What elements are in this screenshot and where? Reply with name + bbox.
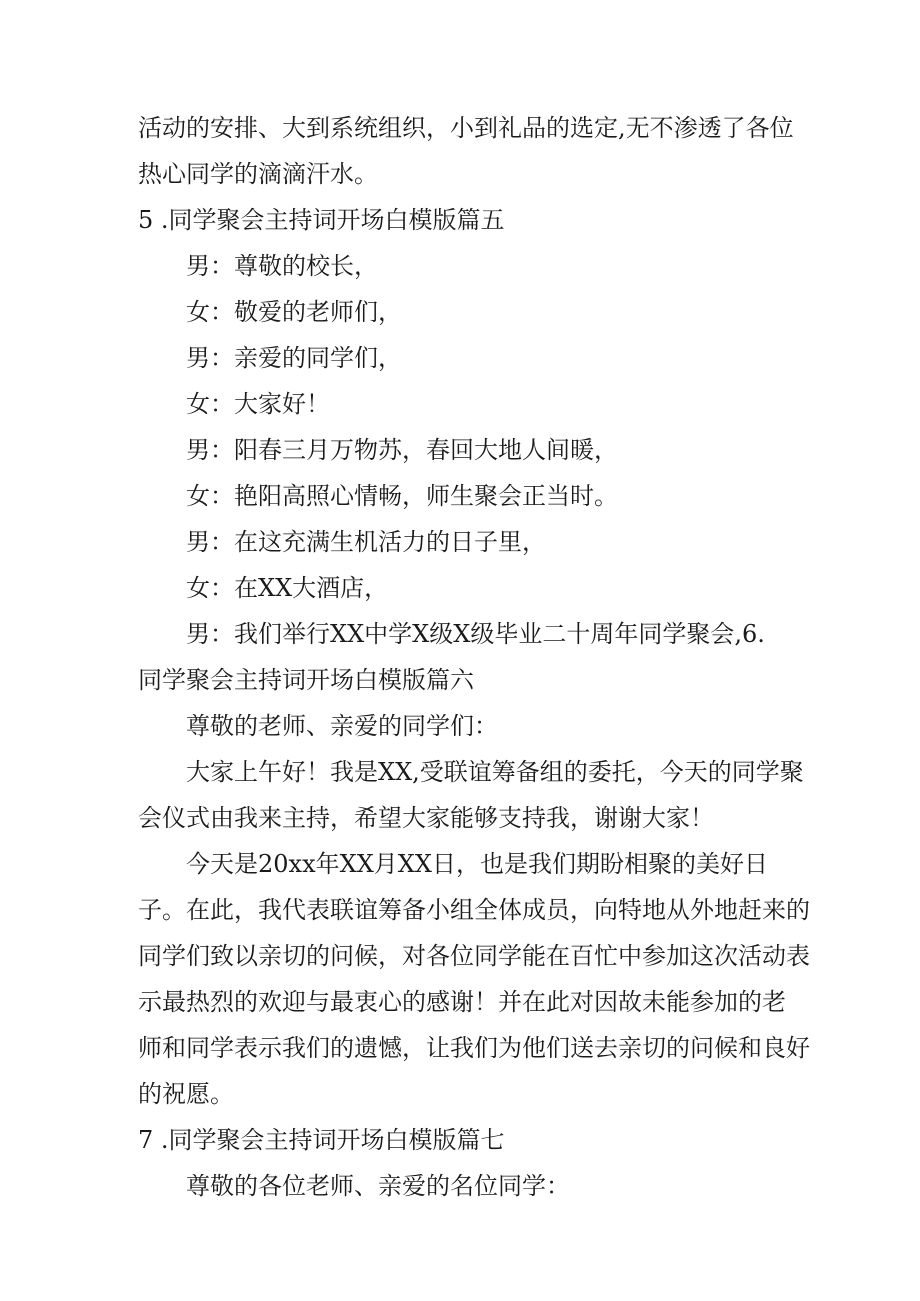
dialogue-line: 男：亲爱的同学们，	[186, 344, 402, 372]
paragraph-line: 活动的安排、大到系统组织，小到礼品的选定,无不渗透了各位	[138, 114, 794, 142]
paragraph-line: 同学聚会主持词开场白模版篇六	[138, 666, 474, 694]
paragraph-line: 示最热烈的欢迎与最衷心的感谢！并在此对因故未能参加的老	[138, 988, 786, 1016]
paragraph-line: 同学们致以亲切的问候，对各位同学能在百忙中参加这次活动表	[138, 942, 810, 970]
paragraph-line: 今天是20xx年XX月XX日，也是我们期盼相聚的美好日	[186, 850, 768, 878]
paragraph-line: 会仪式由我来主持，希望大家能够支持我，谢谢大家！	[138, 804, 714, 832]
dialogue-line: 男：阳春三月万物苏，春回大地人间暖，	[186, 436, 618, 464]
greeting-line: 尊敬的老师、亲爱的同学们：	[186, 712, 498, 740]
dialogue-line: 女：在XX大酒店，	[186, 574, 389, 602]
dialogue-line: 男：我们举行XX中学X级X级毕业二十周年同学聚会,6.	[186, 620, 765, 648]
greeting-line: 尊敬的各位老师、亲爱的名位同学：	[186, 1172, 570, 1200]
dialogue-line: 男：尊敬的校长，	[186, 252, 378, 280]
paragraph-line: 大家上午好！我是XX,受联谊筹备组的委托，今天的同学聚	[186, 758, 804, 786]
dialogue-line: 女：大家好！	[186, 390, 330, 418]
section-heading: 7 .同学聚会主持词开场白模版篇七	[138, 1126, 505, 1154]
dialogue-line: 女：敬爱的老师们，	[186, 298, 402, 326]
document-body	[138, 105, 810, 1209]
section-heading: 5 .同学聚会主持词开场白模版篇五	[138, 206, 505, 234]
dialogue-line: 女：艳阳高照心情畅，师生聚会正当时。	[186, 482, 618, 510]
paragraph-line: 子。在此，我代表联谊筹备小组全体成员，向特地从外地赶来的	[138, 896, 810, 924]
paragraph-line: 师和同学表示我们的遗憾，让我们为他们送去亲切的问候和良好	[138, 1034, 810, 1062]
dialogue-line: 男：在这充满生机活力的日子里，	[186, 528, 546, 556]
paragraph-line: 的祝愿。	[138, 1080, 234, 1108]
paragraph-line: 热心同学的滴滴汗水。	[138, 160, 378, 188]
